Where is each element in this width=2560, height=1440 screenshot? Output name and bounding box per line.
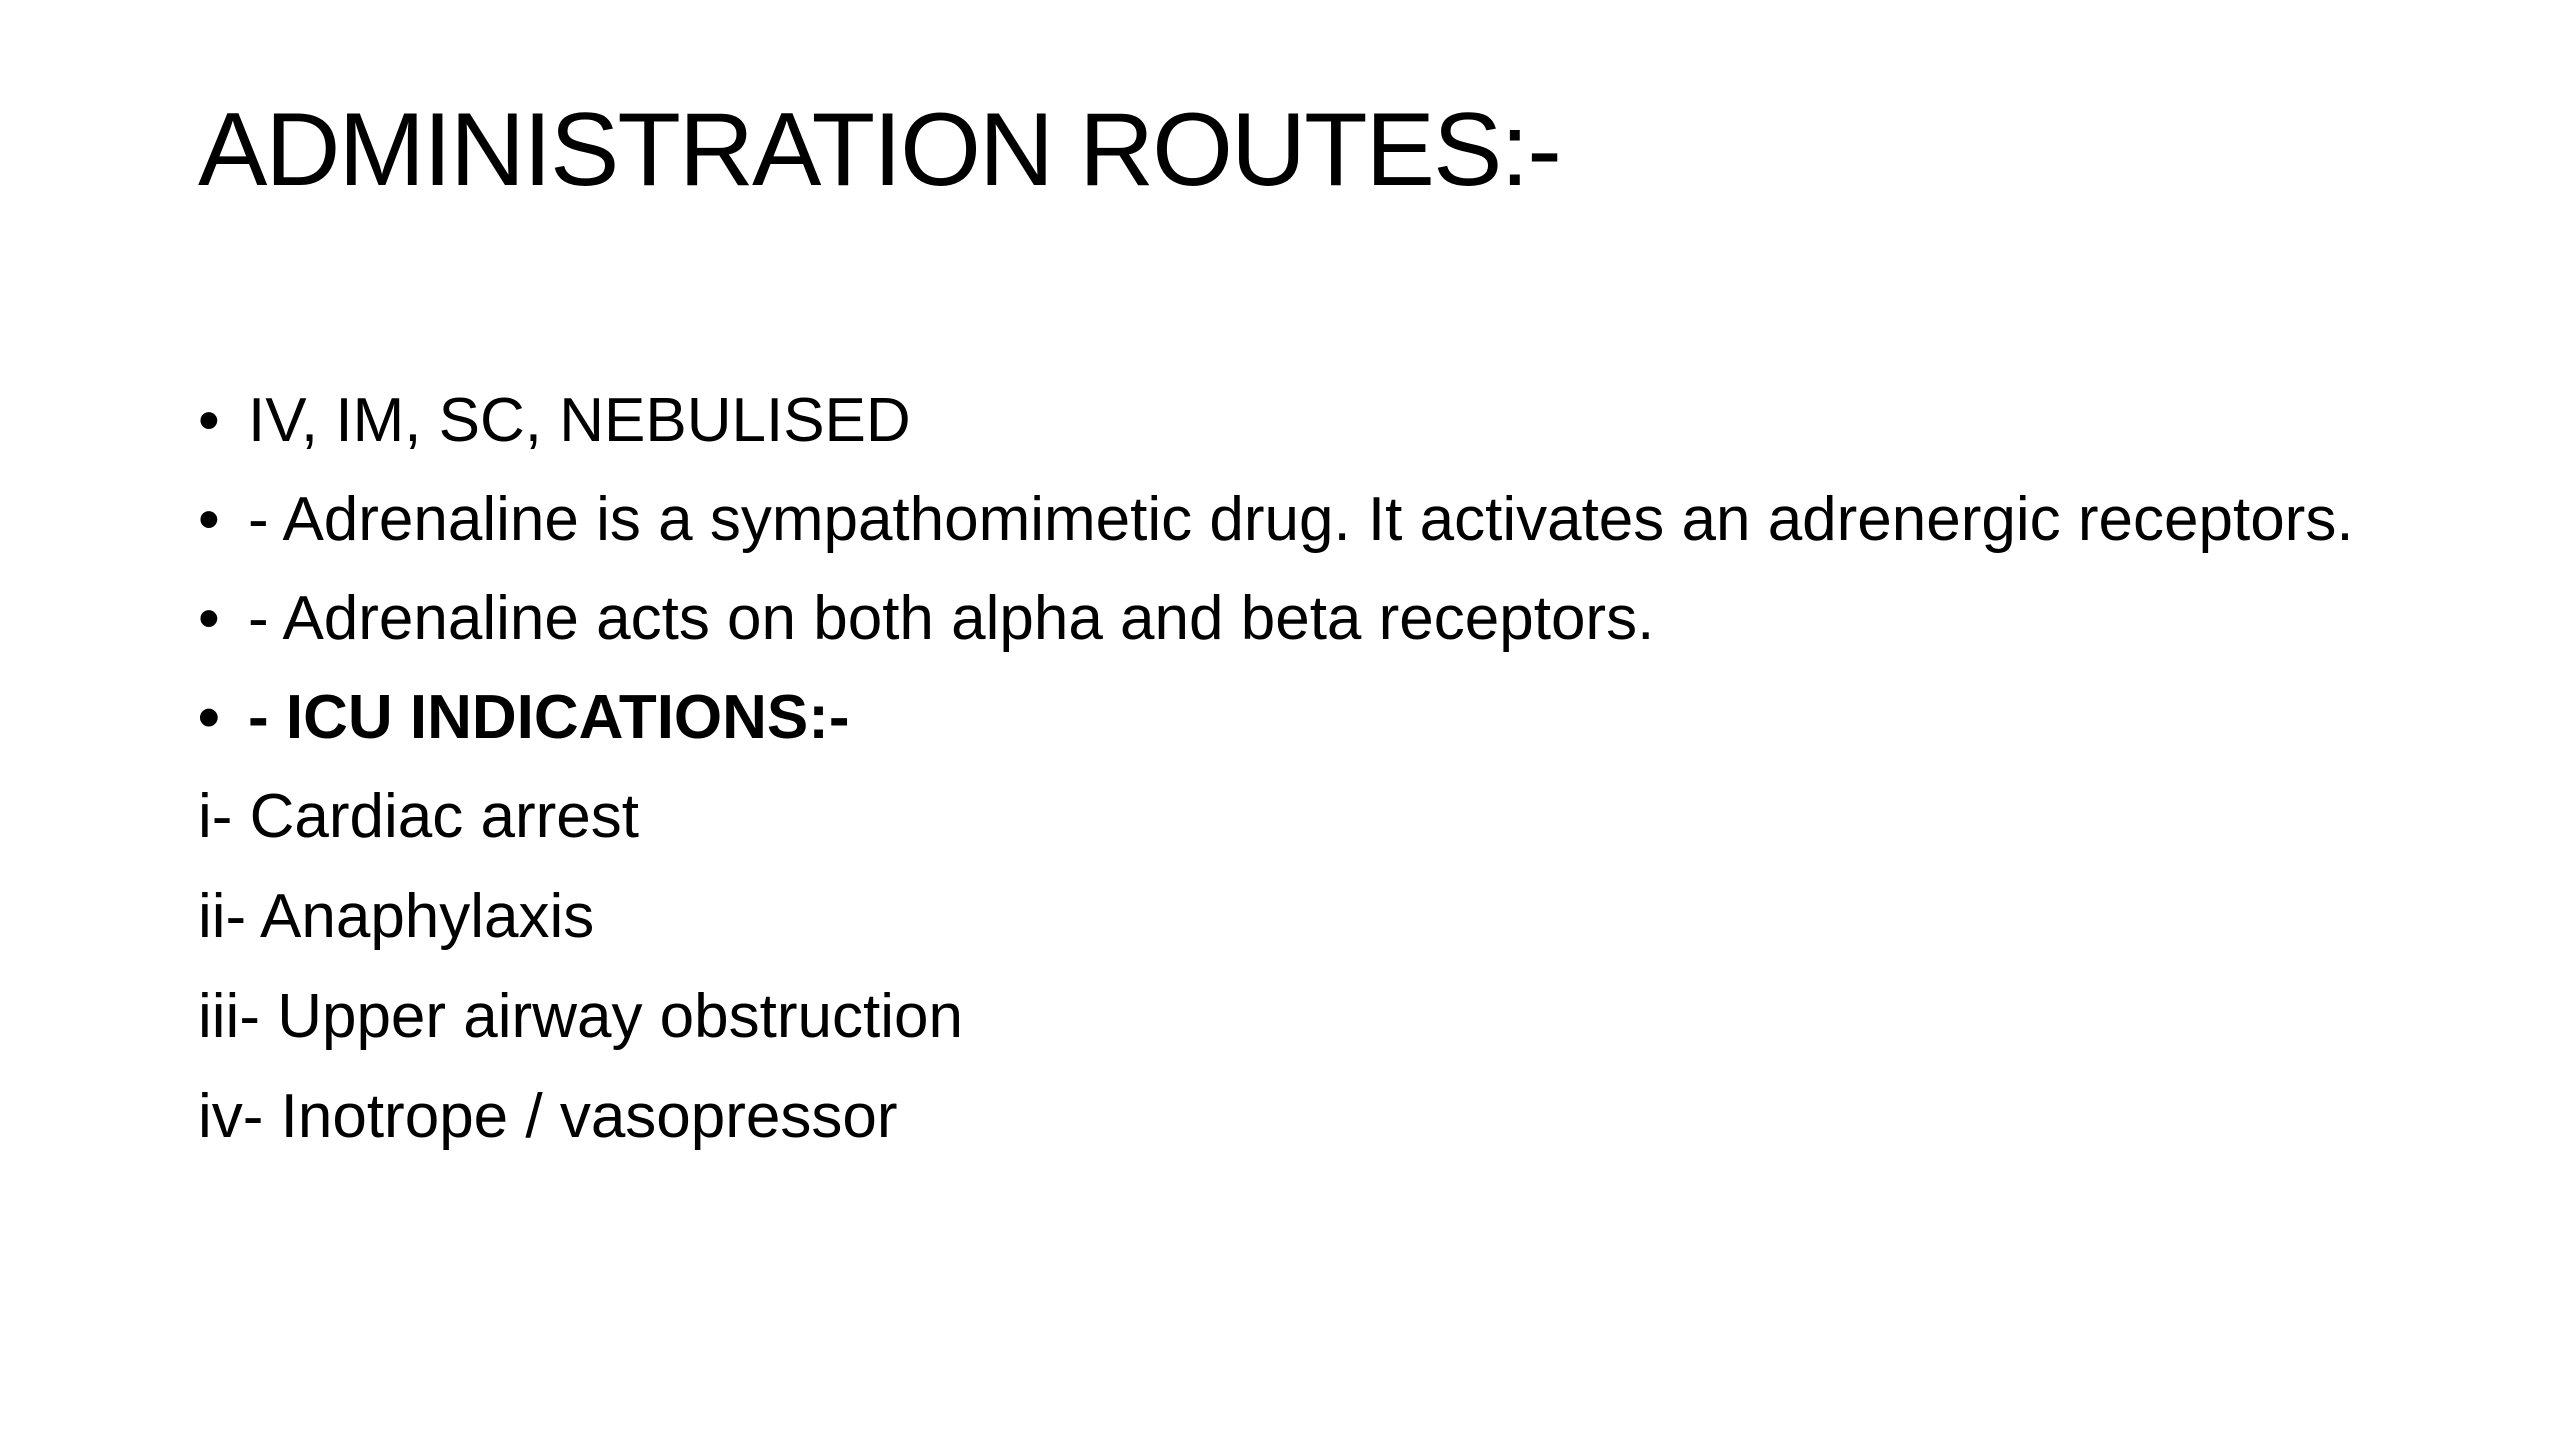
indication-item: iii- Upper airway obstruction	[198, 982, 963, 1051]
bullet-item-sympathomimetic	[198, 484, 2378, 556]
bullet-icon: •	[198, 485, 220, 554]
slide-content	[198, 385, 2378, 1181]
bullet-text: - ICU INDICATIONS:-	[248, 683, 850, 752]
bullet-list	[198, 385, 2378, 754]
bullet-icon: •	[198, 386, 220, 455]
bullet-icon: •	[198, 584, 220, 653]
bullet-item-routes	[198, 385, 2378, 457]
slide-title: ADMINISTRATION ROUTES:-	[198, 92, 1560, 208]
bullet-icon: •	[198, 683, 220, 752]
indication-item: i- Cardiac arrest	[198, 782, 639, 851]
bullet-item-icu-indications	[198, 682, 2378, 754]
bullet-text: - Adrenaline acts on both alpha and beta receptors.	[248, 584, 1655, 653]
bullet-item-receptors	[198, 583, 2378, 655]
bullet-text: - Adrenaline is a sympathomimetic drug. It activates an adrenergic receptors.	[248, 485, 2354, 554]
indication-item: ii- Anaphylaxis	[198, 882, 595, 951]
indication-list	[198, 781, 2378, 1153]
indication-item: iv- Inotrope / vasopressor	[198, 1082, 898, 1151]
bullet-text: IV, IM, SC, NEBULISED	[248, 386, 911, 455]
